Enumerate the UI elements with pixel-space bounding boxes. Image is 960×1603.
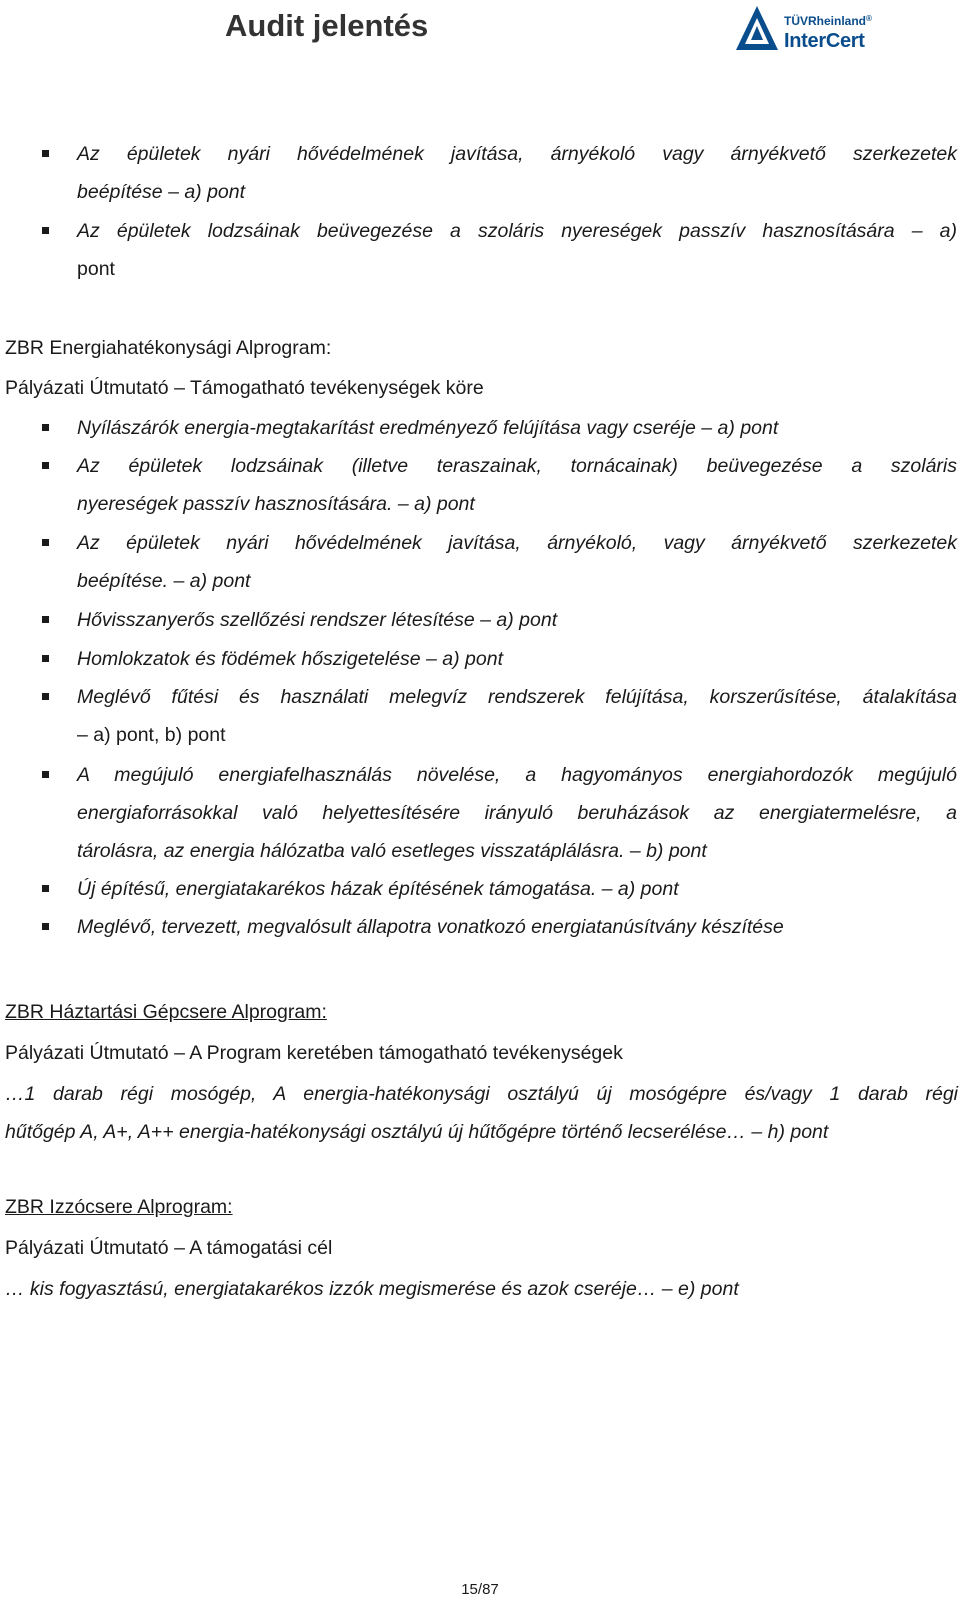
- bullet-icon: [42, 462, 49, 469]
- list-item-line: nyereségek passzív hasznosítására. – a) pont: [77, 493, 475, 515]
- list-item-line: Homlokzatok és födémek hőszigetelése – a) pont: [77, 648, 503, 670]
- section-heading-energiahatekonysag: ZBR Energiahatékonysági Alprogram:: [5, 337, 332, 359]
- list-item-line: A megújuló energiafelhasználás növelése, a hagyományos energiahordozók megújuló: [77, 764, 957, 786]
- paragraph-line: … kis fogyasztású, energiatakarékos izzók megismerése és azok cseréje… – e) pont: [5, 1278, 739, 1300]
- bullet-icon: [42, 923, 49, 930]
- bullet-icon: [42, 424, 49, 431]
- section-subtitle: Pályázati Útmutató – A támogatási cél: [5, 1237, 333, 1259]
- list-item-line: Meglévő, tervezett, megvalósult állapotra vonatkozó energiatanúsítvány készítése: [77, 916, 784, 938]
- section-subtitle: Pályázati Útmutató – A Program keretében támogatható tevékenységek: [5, 1042, 623, 1064]
- section-subtitle: Pályázati Útmutató – Támogatható tevékenységek köre: [5, 377, 484, 399]
- bullet-icon: [42, 693, 49, 700]
- list-item-line: – a) pont, b) pont: [77, 724, 226, 746]
- tuv-rheinland-intercert-logo: [734, 4, 894, 54]
- list-item-line: Hővisszanyerős szellőzési rendszer létesítése – a) pont: [77, 609, 558, 631]
- logo-text-tuv: TÜVRheinland®: [784, 14, 872, 28]
- page-number: 15/87: [461, 1581, 499, 1598]
- document-title: Audit jelentés: [225, 8, 429, 43]
- bullet-icon: [42, 150, 49, 157]
- list-item-line: Az épületek nyári hővédelmének javítása, árnyékoló vagy árnyékvető szerkezetek: [77, 143, 957, 165]
- list-item-line: beépítése – a) pont: [77, 181, 246, 203]
- paragraph-line: hűtőgép A, A+, A++ energia-hatékonysági osztályú új hűtőgépre történő lecserélése… – h) pont: [5, 1121, 829, 1143]
- list-item-line: tárolásra, az energia hálózatba való esetleges visszatáplálásra. – b) pont: [77, 840, 707, 862]
- list-item-line: Az épületek lodzsáinak beüvegezése a szoláris nyereségek passzív hasznosítására – a): [77, 220, 957, 242]
- bullet-icon: [42, 539, 49, 546]
- logo-triangle-icon: [734, 4, 780, 52]
- list-item-line: Az épületek nyári hővédelmének javítása, árnyékoló, vagy árnyékvető szerkezetek: [77, 532, 957, 554]
- bullet-icon: [42, 885, 49, 892]
- list-item-line: beépítése. – a) pont: [77, 570, 251, 592]
- bullet-icon: [42, 616, 49, 623]
- paragraph-line: …1 darab régi mosógép, A energia-hatékonysági osztályú új mosógépre és/vagy 1 darab régi: [5, 1083, 958, 1105]
- bullet-icon: [42, 227, 49, 234]
- bullet-icon: [42, 771, 49, 778]
- logo-text-intercert: InterCert: [784, 30, 865, 52]
- bullet-icon: [42, 655, 49, 662]
- list-item-line: Meglévő fűtési és használati melegvíz rendszerek felújítása, korszerűsítése, átalakítása: [77, 686, 957, 708]
- section-heading-izzocsere: ZBR Izzócsere Alprogram:: [5, 1196, 233, 1218]
- section-heading-haztartasi-gepcsere: ZBR Háztartási Gépcsere Alprogram:: [5, 1001, 327, 1023]
- list-item-line: energiaforrásokkal való helyettesítésére irányuló beruházások az energiatermelésre, a: [77, 802, 957, 824]
- list-item-line: Új építésű, energiatakarékos házak építésének támogatása. – a) pont: [77, 878, 679, 900]
- list-item-line: Az épületek lodzsáinak (illetve teraszainak, tornácainak) beüvegezése a szoláris: [77, 455, 957, 477]
- list-item-line: pont: [77, 258, 115, 280]
- list-item-line: Nyílászárók energia-megtakarítást eredményező felújítása vagy cseréje – a) pont: [77, 417, 779, 439]
